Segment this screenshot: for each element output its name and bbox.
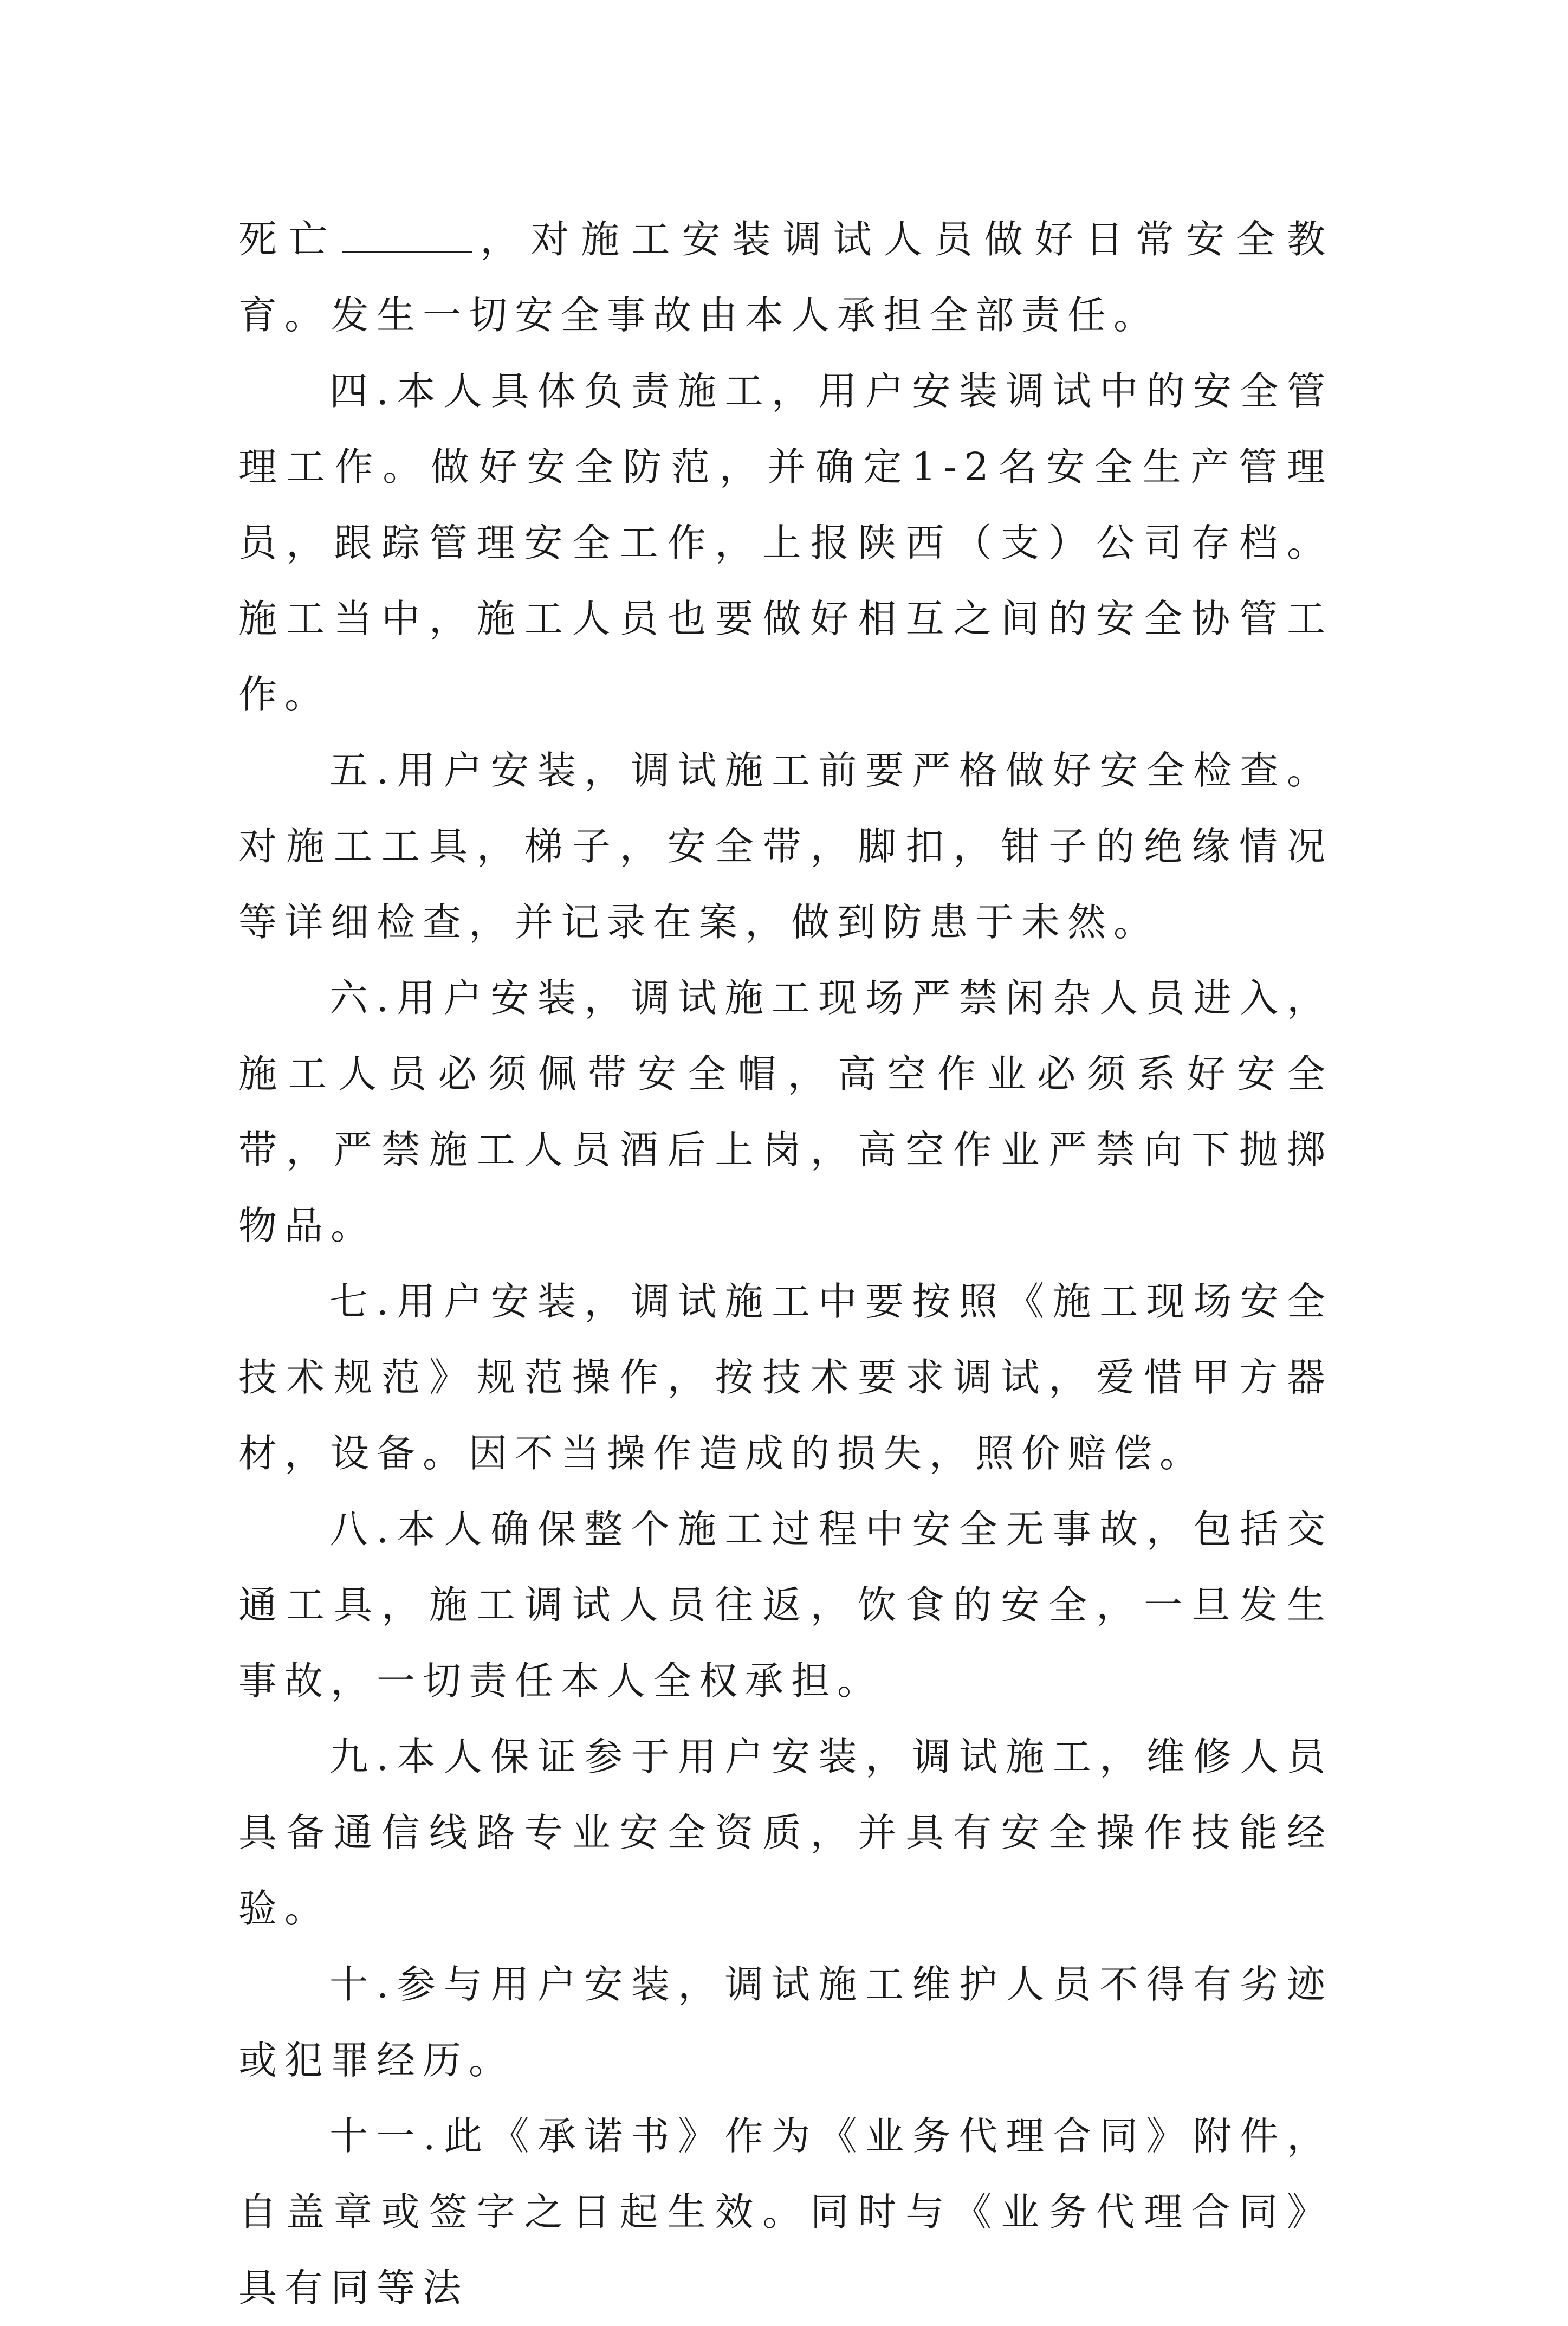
- clause-10: 十.参与用户安装，调试施工维护人员不得有劣迹或犯罪经历。: [238, 1962, 1333, 2083]
- clause-7: 七.用户安装，调试施工中要按照《施工现场安全技术规范》规范操作，按技术要求调试，爱惜甲方器材，设备。因不当操作造成的损失，照价赔偿。: [238, 1279, 1333, 1476]
- clause-4: 四.本人具体负责施工，用户安装调试中的安全管理工作。做好安全防范，并确定1-2名安全生产管理员，跟踪管理安全工作，上报陕西（支）公司存档。施工当中，施工人员也要做好相互之间的安全协管工作。: [238, 369, 1333, 717]
- document-body: [238, 202, 1333, 2326]
- clause-9: 九.本人保证参于用户安装，调试施工，维修人员具备通信线路专业安全资质，并具有安全操作技能经验。: [238, 1734, 1333, 1931]
- fill-in-blank[interactable]: [342, 218, 472, 253]
- paragraph-text-before-blank: 死亡: [238, 217, 340, 262]
- clause-6: 六.用户安装，调试施工现场严禁闲杂人员进入，施工人员必须佩带安全帽，高空作业必须系好安全带，严禁施工人员酒后上岗，高空作业严禁向下抛掷物品。: [238, 975, 1333, 1248]
- paragraph-text-after-blank: ，对施工安装调试人员做好日常安全教育。发生一切安全事故由本人承担全部责任。: [238, 217, 1333, 338]
- paragraph-continuation: [238, 202, 1333, 353]
- clause-5: 五.用户安装，调试施工前要严格做好安全检查。对施工工具，梯子，安全带，脚扣，钳子的绝缘情况等详细检查，并记录在案，做到防患于未然。: [238, 748, 1333, 945]
- clause-11: 十一.此《承诺书》作为《业务代理合同》附件，自盖章或签字之日起生效。同时与《业务代理合同》具有同等法: [238, 2114, 1333, 2310]
- clause-8: 八.本人确保整个施工过程中安全无事故，包括交通工具，施工调试人员往返，饮食的安全，一旦发生事故，一切责任本人全权承担。: [238, 1507, 1333, 1703]
